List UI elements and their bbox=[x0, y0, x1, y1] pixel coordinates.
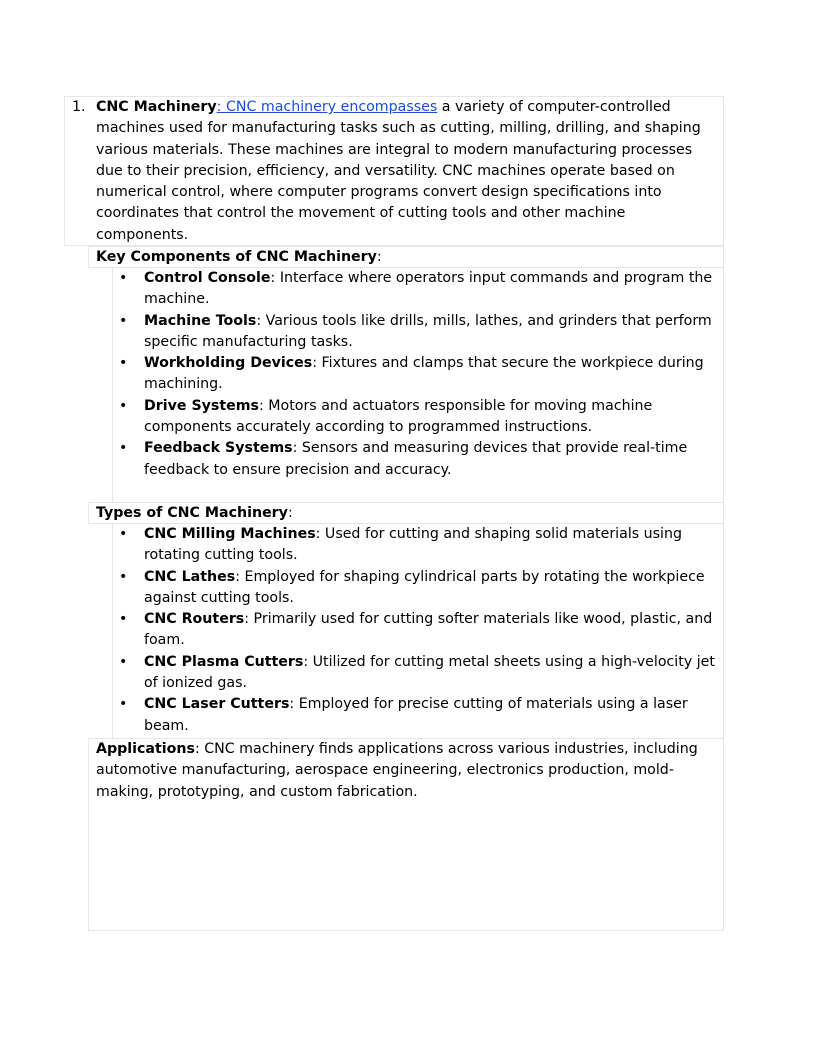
applications-title: Applications bbox=[96, 741, 195, 757]
bullet-icon: • bbox=[119, 526, 128, 542]
list-item: • Control Console: Interface where operators input commands and program the machine. bbox=[119, 270, 713, 308]
intro-link[interactable]: : CNC machinery encompasses bbox=[216, 99, 438, 115]
list-item: • Workholding Devices: Fixtures and clamps that secure the workpiece during machining. bbox=[119, 355, 704, 393]
list-item: • CNC Routers: Primarily used for cutting softer materials like wood, plastic, and foam. bbox=[119, 611, 713, 649]
list-item: • Feedback Systems: Sensors and measuring devices that provide real-time feedback to ensure precision and accuracy. bbox=[119, 440, 688, 478]
types-list bbox=[116, 524, 720, 737]
bullet-icon: • bbox=[119, 568, 128, 585]
bullet-icon: • bbox=[119, 355, 128, 372]
list-number: 1. bbox=[72, 99, 86, 115]
list-item: • CNC Plasma Cutters: Utilized for cutting metal sheets using a high-velocity jet of ionized gas. bbox=[119, 653, 715, 692]
list-item: • CNC Milling Machines: Used for cutting and shaping solid materials using rotating cutting tools. bbox=[119, 526, 682, 564]
key-components-heading: Key Components of CNC Machinery: bbox=[96, 249, 382, 265]
bullet-icon: • bbox=[119, 653, 128, 670]
types-heading: Types of CNC Machinery: bbox=[96, 505, 293, 521]
key-components-title: Key Components of CNC Machinery bbox=[96, 249, 377, 265]
list-item: • Drive Systems: Motors and actuators responsible for moving machine components accurately according to programmed instructions. bbox=[119, 397, 653, 436]
bullet-icon: • bbox=[119, 397, 128, 414]
types-title: Types of CNC Machinery bbox=[96, 505, 288, 521]
bullet-icon: • bbox=[119, 270, 128, 286]
list-item: • CNC Lathes: Employed for shaping cylindrical parts by rotating the workpiece against cutting tools. bbox=[119, 568, 705, 606]
intro-title: CNC Machinery bbox=[96, 99, 217, 115]
intro-paragraph bbox=[96, 97, 720, 246]
list-item: • CNC Laser Cutters: Employed for precise cutting of materials using a laser beam. bbox=[119, 696, 688, 734]
bullet-icon: • bbox=[119, 312, 128, 329]
intro-text: a variety of computer-controlled machines used for manufacturing tasks such as cutting, milling, drilling, and shaping various materials. These machines are integral to modern manufacturing processes due to their precision, efficiency, and versatility. CNC machines operate based on numerical control, where computer programs convert design specifications into coordinates that control the movement of cutting tools and other machine components. bbox=[96, 99, 701, 243]
key-components-list bbox=[116, 268, 716, 481]
bullet-icon: • bbox=[119, 696, 128, 713]
applications-paragraph: Applications: CNC machinery finds applications across various industries, including automotive manufacturing, aerospace engineering, electronics production, mold-making, prototyping, and custom fabrication. bbox=[96, 741, 698, 800]
list-item: • Machine Tools: Various tools like drills, mills, lathes, and grinders that perform specific manufacturing tasks. bbox=[119, 312, 712, 350]
bullet-icon: • bbox=[119, 440, 128, 457]
bullet-icon: • bbox=[119, 611, 128, 628]
